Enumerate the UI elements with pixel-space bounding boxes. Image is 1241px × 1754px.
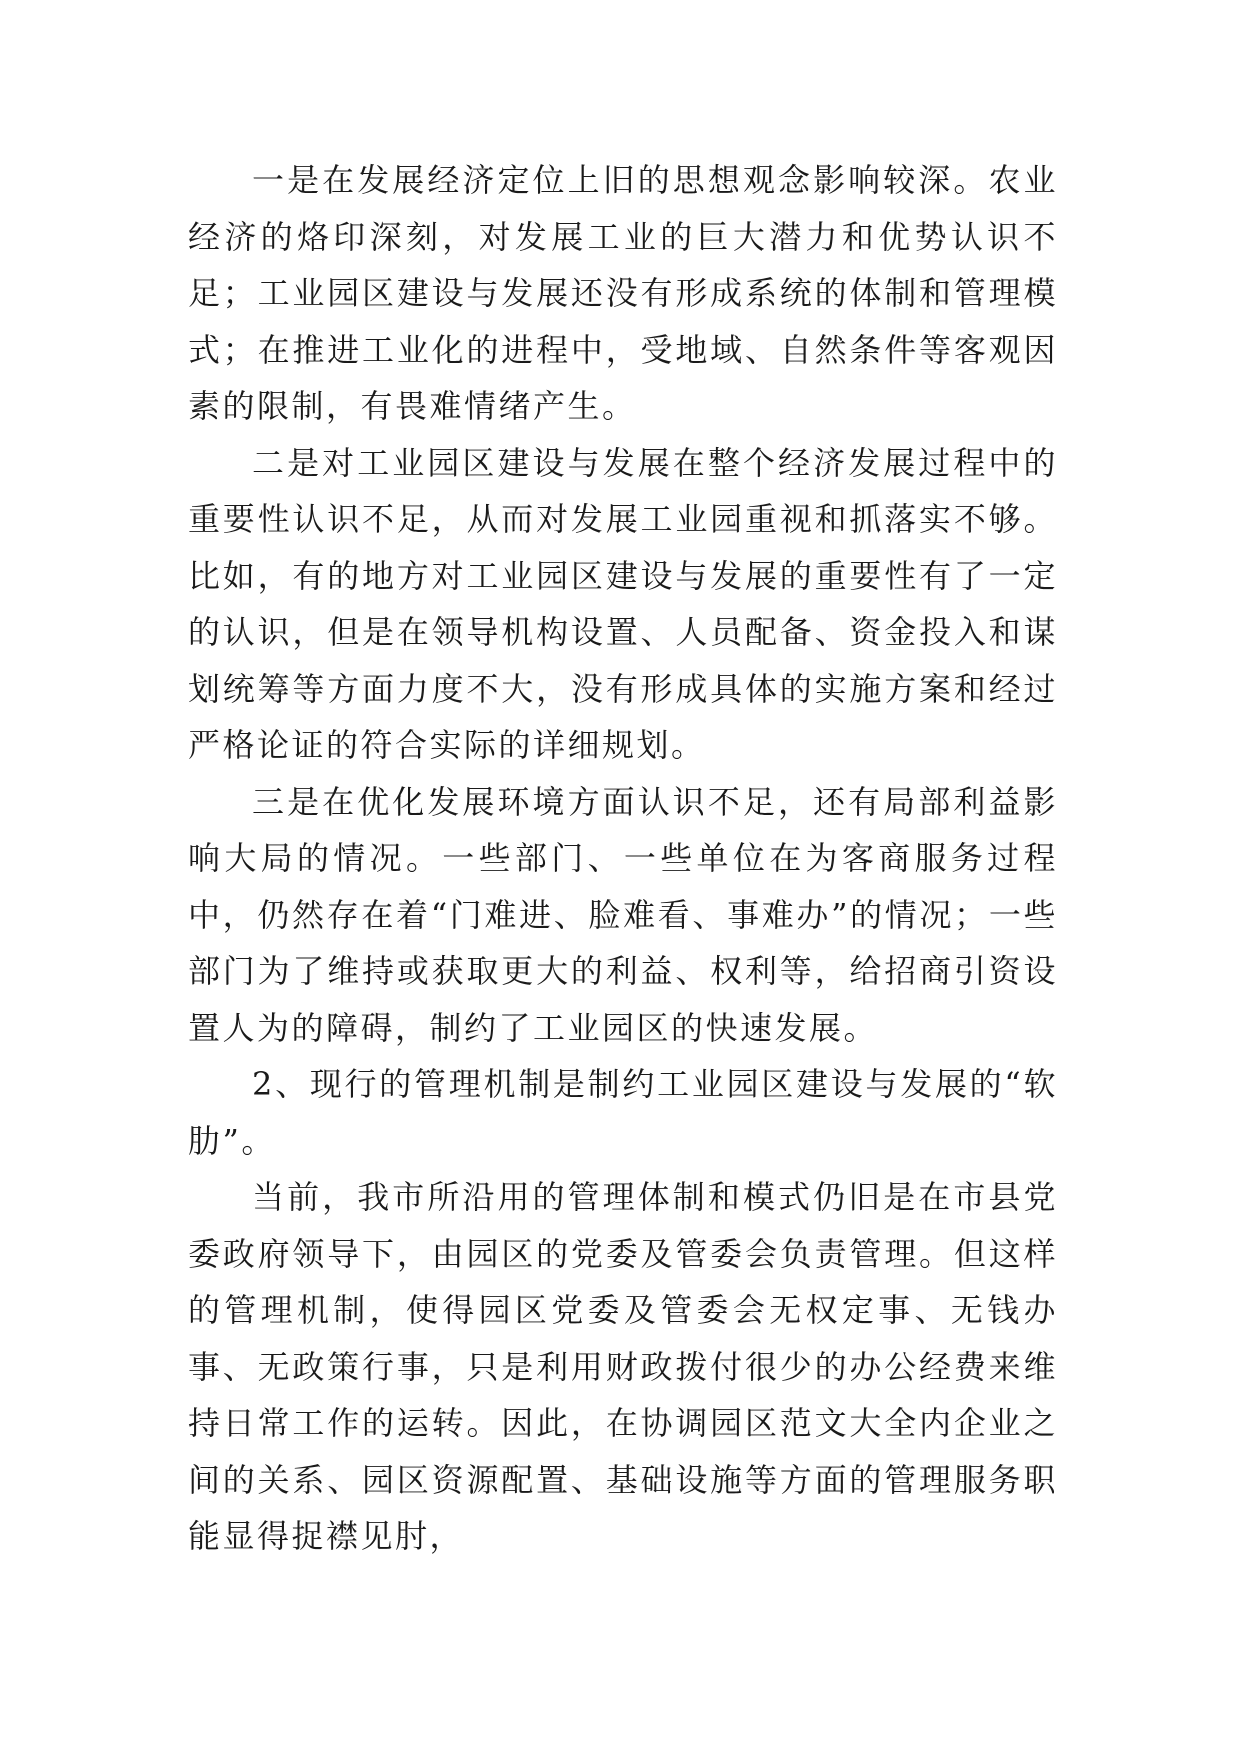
- paragraph-3: 三是在优化发展环境方面认识不足，还有局部利益影响大局的情况。一些部门、一些单位在为客商服务过程中，仍然存在着“门难进、脸难看、事难办”的情况；一些部门为了维持或获取更大的利益、权利等，给招商引资设置人为的障碍，制约了工业园区的快速发展。: [188, 782, 1058, 1047]
- paragraph-5: 当前，我市所沿用的管理体制和模式仍旧是在市县党委政府领导下，由园区的党委及管委会负责管理。但这样的管理机制，使得园区党委及管委会无权定事、无钱办事、无政策行事，只是利用财政拨付很少的办公经费来维持日常工作的运转。因此，在协调园区范文大全内企业之间的关系、园区资源配置、基础设施等方面的管理服务职能显得捉襟见肘，: [188, 1178, 1058, 1555]
- document-page: [188, 152, 1058, 1565]
- paragraph-1: 一是在发展经济定位上旧的思想观念影响较深。农业经济的烙印深刻，对发展工业的巨大潜力和优势认识不足；工业园区建设与发展还没有形成系统的体制和管理模式；在推进工业化的进程中，受地域、自然条件等客观因素的限制，有畏难情绪产生。: [188, 161, 1058, 425]
- paragraph-4: 2、现行的管理机制是制约工业园区建设与发展的“软肋”。: [188, 1065, 1058, 1160]
- paragraph-2: 二是对工业园区建设与发展在整个经济发展过程中的重要性认识不足，从而对发展工业园重视和抓落实不够。比如，有的地方对工业园区建设与发展的重要性有了一定的认识，但是在领导机构设置、人员配备、资金投入和谋划统筹等方面力度不大，没有形成具体的实施方案和经过严格论证的符合实际的详细规划。: [188, 443, 1058, 764]
